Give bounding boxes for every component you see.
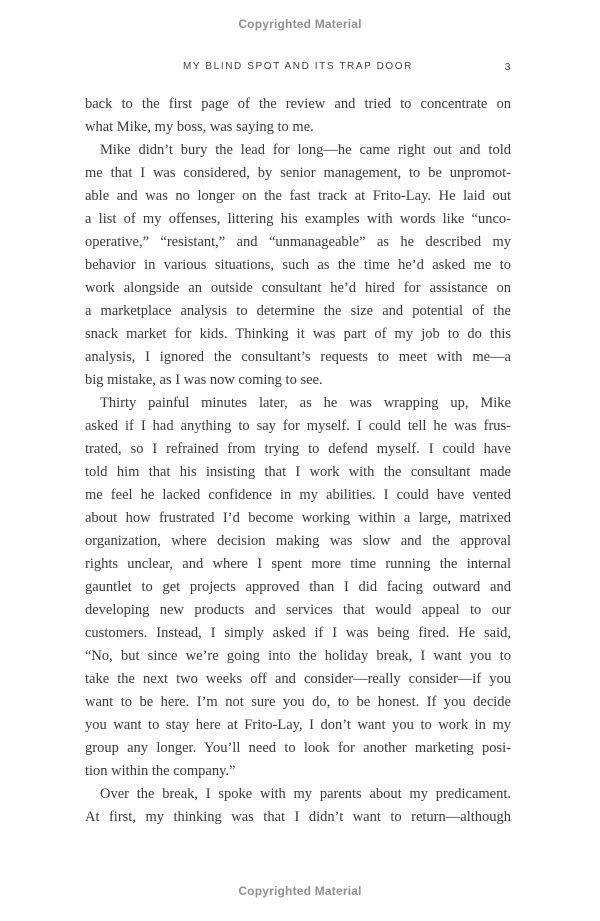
text-line: snack market for kids. Thinking it was part of my job to do this <box>85 326 511 342</box>
text-line: Mike didn’t bury the lead for long—he came right out and told <box>100 142 511 158</box>
text-line: group any longer. You’ll need to look for another marketing posi- <box>85 740 511 756</box>
text-line: able and was no longer on the fast track at Frito-Lay. He laid out <box>85 188 511 204</box>
running-head: MY BLIND SPOT AND ITS TRAP DOOR <box>182 61 413 72</box>
text-line: developing new products and services that would appeal to our <box>85 602 511 618</box>
text-line: take the next two weeks off and consider—really consider—if you <box>85 671 511 687</box>
text-line: about how frustrated I’d become working within a large, matrixed <box>85 510 511 526</box>
text-line: operative,” “resistant,” and “unmanageable” as he described my <box>85 234 511 250</box>
page-header <box>85 61 511 77</box>
paragraph <box>85 93 511 139</box>
text-line: behavior in various situations, such as the time he’d asked me to <box>85 257 511 273</box>
text-line: organization, where decision making was slow and the approval <box>85 533 511 549</box>
page-body <box>85 93 511 829</box>
watermark-bottom: Copyrighted Material <box>238 884 362 898</box>
text-line: big mistake, as I was now coming to see. <box>85 372 323 388</box>
text-line: me feel he lacked confidence in my abilities. I could have vented <box>85 487 511 503</box>
text-line: trated, so I refrained from trying to defend myself. I could have <box>85 441 511 457</box>
text-line: analysis, I ignored the consultant’s requests to meet with me—a <box>85 349 511 365</box>
paragraph <box>85 139 511 392</box>
text-line: told him that his insisting that I work with the consultant made <box>85 464 511 480</box>
text-line: what Mike, my boss, was saying to me. <box>85 119 314 135</box>
text-line: you want to stay here at Frito-Lay, I don’t want you to work in my <box>85 717 511 733</box>
text-line: back to the first page of the review and tried to concentrate on <box>85 96 511 112</box>
text-line: want to be here. I’m not sure you do, to be honest. If you decide <box>85 694 511 710</box>
text-line: tion within the company.” <box>85 763 236 779</box>
text-line: Over the break, I spoke with my parents about my predicament. <box>100 786 511 802</box>
text-line: asked if I had anything to say for myself. I could tell he was frus- <box>85 418 511 434</box>
text-line: customers. Instead, I simply asked if I was being fired. He said, <box>85 625 511 641</box>
text-line: At first, my thinking was that I didn’t want to return—although <box>85 809 511 825</box>
text-line: a marketplace analysis to determine the size and potential of the <box>85 303 511 319</box>
text-line: gauntlet to get projects approved than I did facing outward and <box>85 579 511 595</box>
watermark-top: Copyrighted Material <box>238 17 362 31</box>
text-line: “No, but since we’re going into the holiday break, I want you to <box>85 648 511 664</box>
text-line: a list of my offenses, littering his examples with words like “unco- <box>85 211 511 227</box>
page-number: 3 <box>504 61 511 73</box>
text-line: me that I was considered, by senior management, to be unpromot- <box>85 165 511 181</box>
text-line: Thirty painful minutes later, as he was wrapping up, Mike <box>100 395 511 411</box>
text-line: rights unclear, and where I spent more time running the internal <box>85 556 511 572</box>
text-line: work alongside an outside consultant he’d hired for assistance on <box>85 280 511 296</box>
paragraph <box>85 783 511 829</box>
paragraph <box>85 392 511 783</box>
